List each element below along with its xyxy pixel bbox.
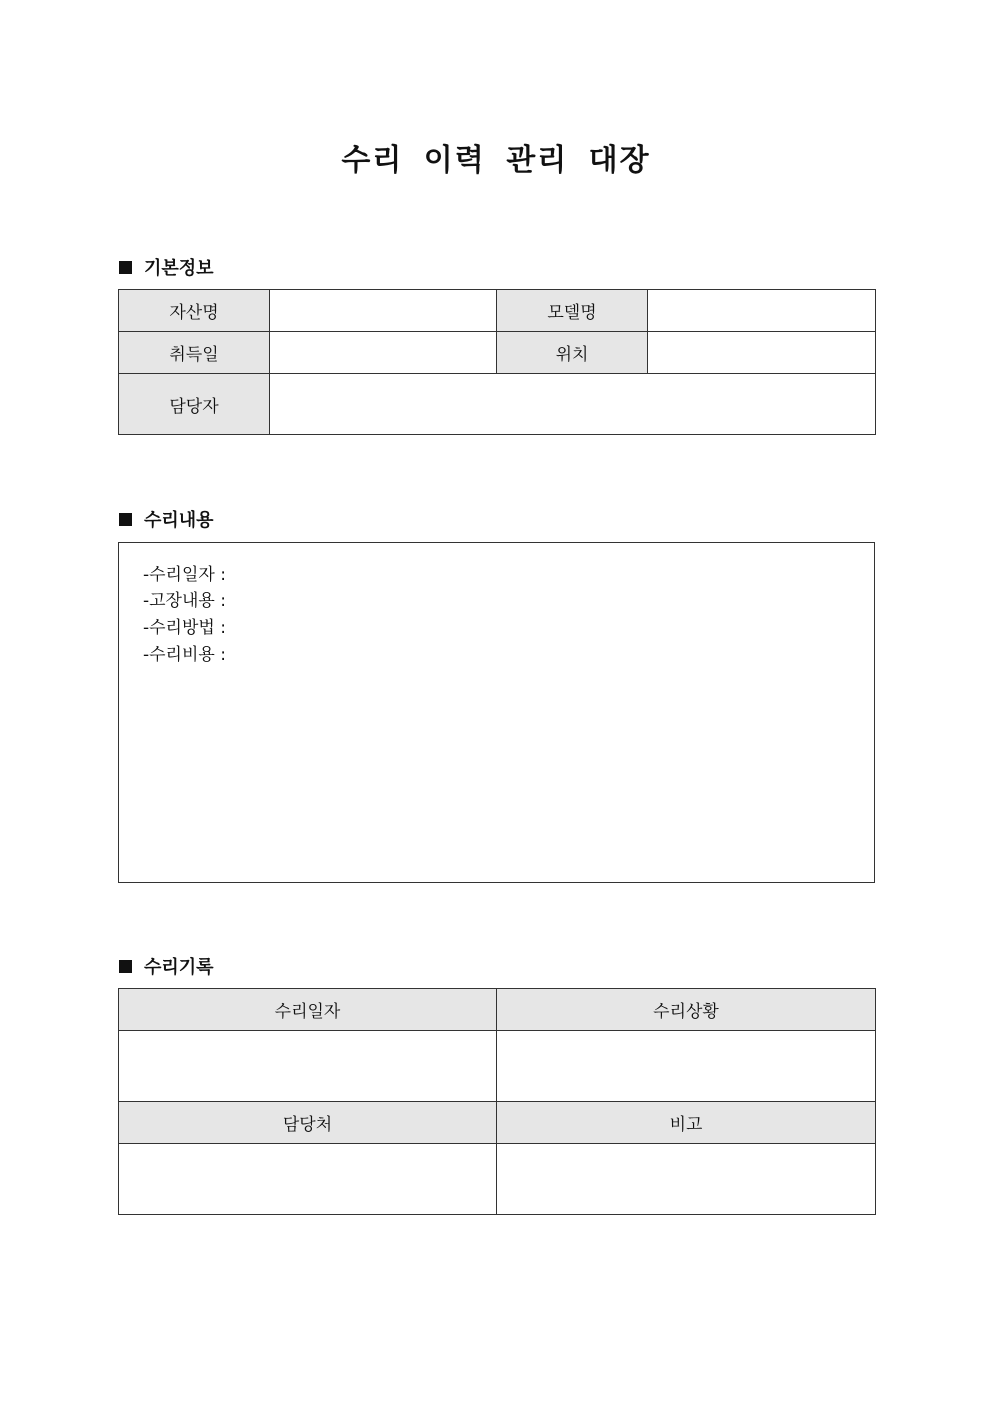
contact-office-field[interactable]: [119, 1144, 497, 1215]
square-bullet-icon: [119, 261, 132, 274]
table-row: [119, 989, 876, 1031]
repair-content-box[interactable]: [118, 542, 875, 883]
model-name-field[interactable]: [648, 290, 876, 332]
acquisition-date-label: 취득일: [119, 332, 270, 374]
repair-status-field[interactable]: [497, 1031, 876, 1102]
remarks-field[interactable]: [497, 1144, 876, 1215]
table-row: [119, 374, 876, 435]
section-heading-label: 수리기록: [144, 957, 214, 978]
table-row: [119, 1102, 876, 1144]
table-row: [119, 1031, 876, 1102]
table-row: [119, 332, 876, 374]
repair-method-line: -수리방법 :: [143, 618, 226, 638]
contact-office-header: 담당처: [119, 1102, 497, 1144]
location-field[interactable]: [648, 332, 876, 374]
remarks-header: 비고: [497, 1102, 876, 1144]
asset-name-label: 자산명: [119, 290, 270, 332]
asset-name-field[interactable]: [270, 290, 497, 332]
section-heading-repair-record: [119, 953, 214, 979]
manager-field[interactable]: [270, 374, 876, 435]
location-label: 위치: [497, 332, 648, 374]
repair-date-field[interactable]: [119, 1031, 497, 1102]
table-row: [119, 290, 876, 332]
square-bullet-icon: [119, 513, 132, 526]
section-heading-label: 기본정보: [144, 258, 214, 279]
square-bullet-icon: [119, 960, 132, 973]
section-heading-repair-content: [119, 506, 214, 532]
fault-content-line: -고장내용 :: [143, 591, 226, 611]
basic-info-table: [118, 289, 876, 435]
acquisition-date-field[interactable]: [270, 332, 497, 374]
repair-record-table: [118, 988, 876, 1215]
repair-date-header: 수리일자: [119, 989, 497, 1031]
manager-label: 담당자: [119, 374, 270, 435]
repair-status-header: 수리상황: [497, 989, 876, 1031]
repair-cost-line: -수리비용 :: [143, 645, 226, 665]
table-row: [119, 1144, 876, 1215]
model-name-label: 모델명: [497, 290, 648, 332]
section-heading-basic-info: [119, 254, 214, 280]
section-heading-label: 수리내용: [144, 510, 214, 531]
repair-date-line: -수리일자 :: [143, 565, 226, 585]
page-title: 수리 이력 관리 대장: [341, 143, 651, 178]
